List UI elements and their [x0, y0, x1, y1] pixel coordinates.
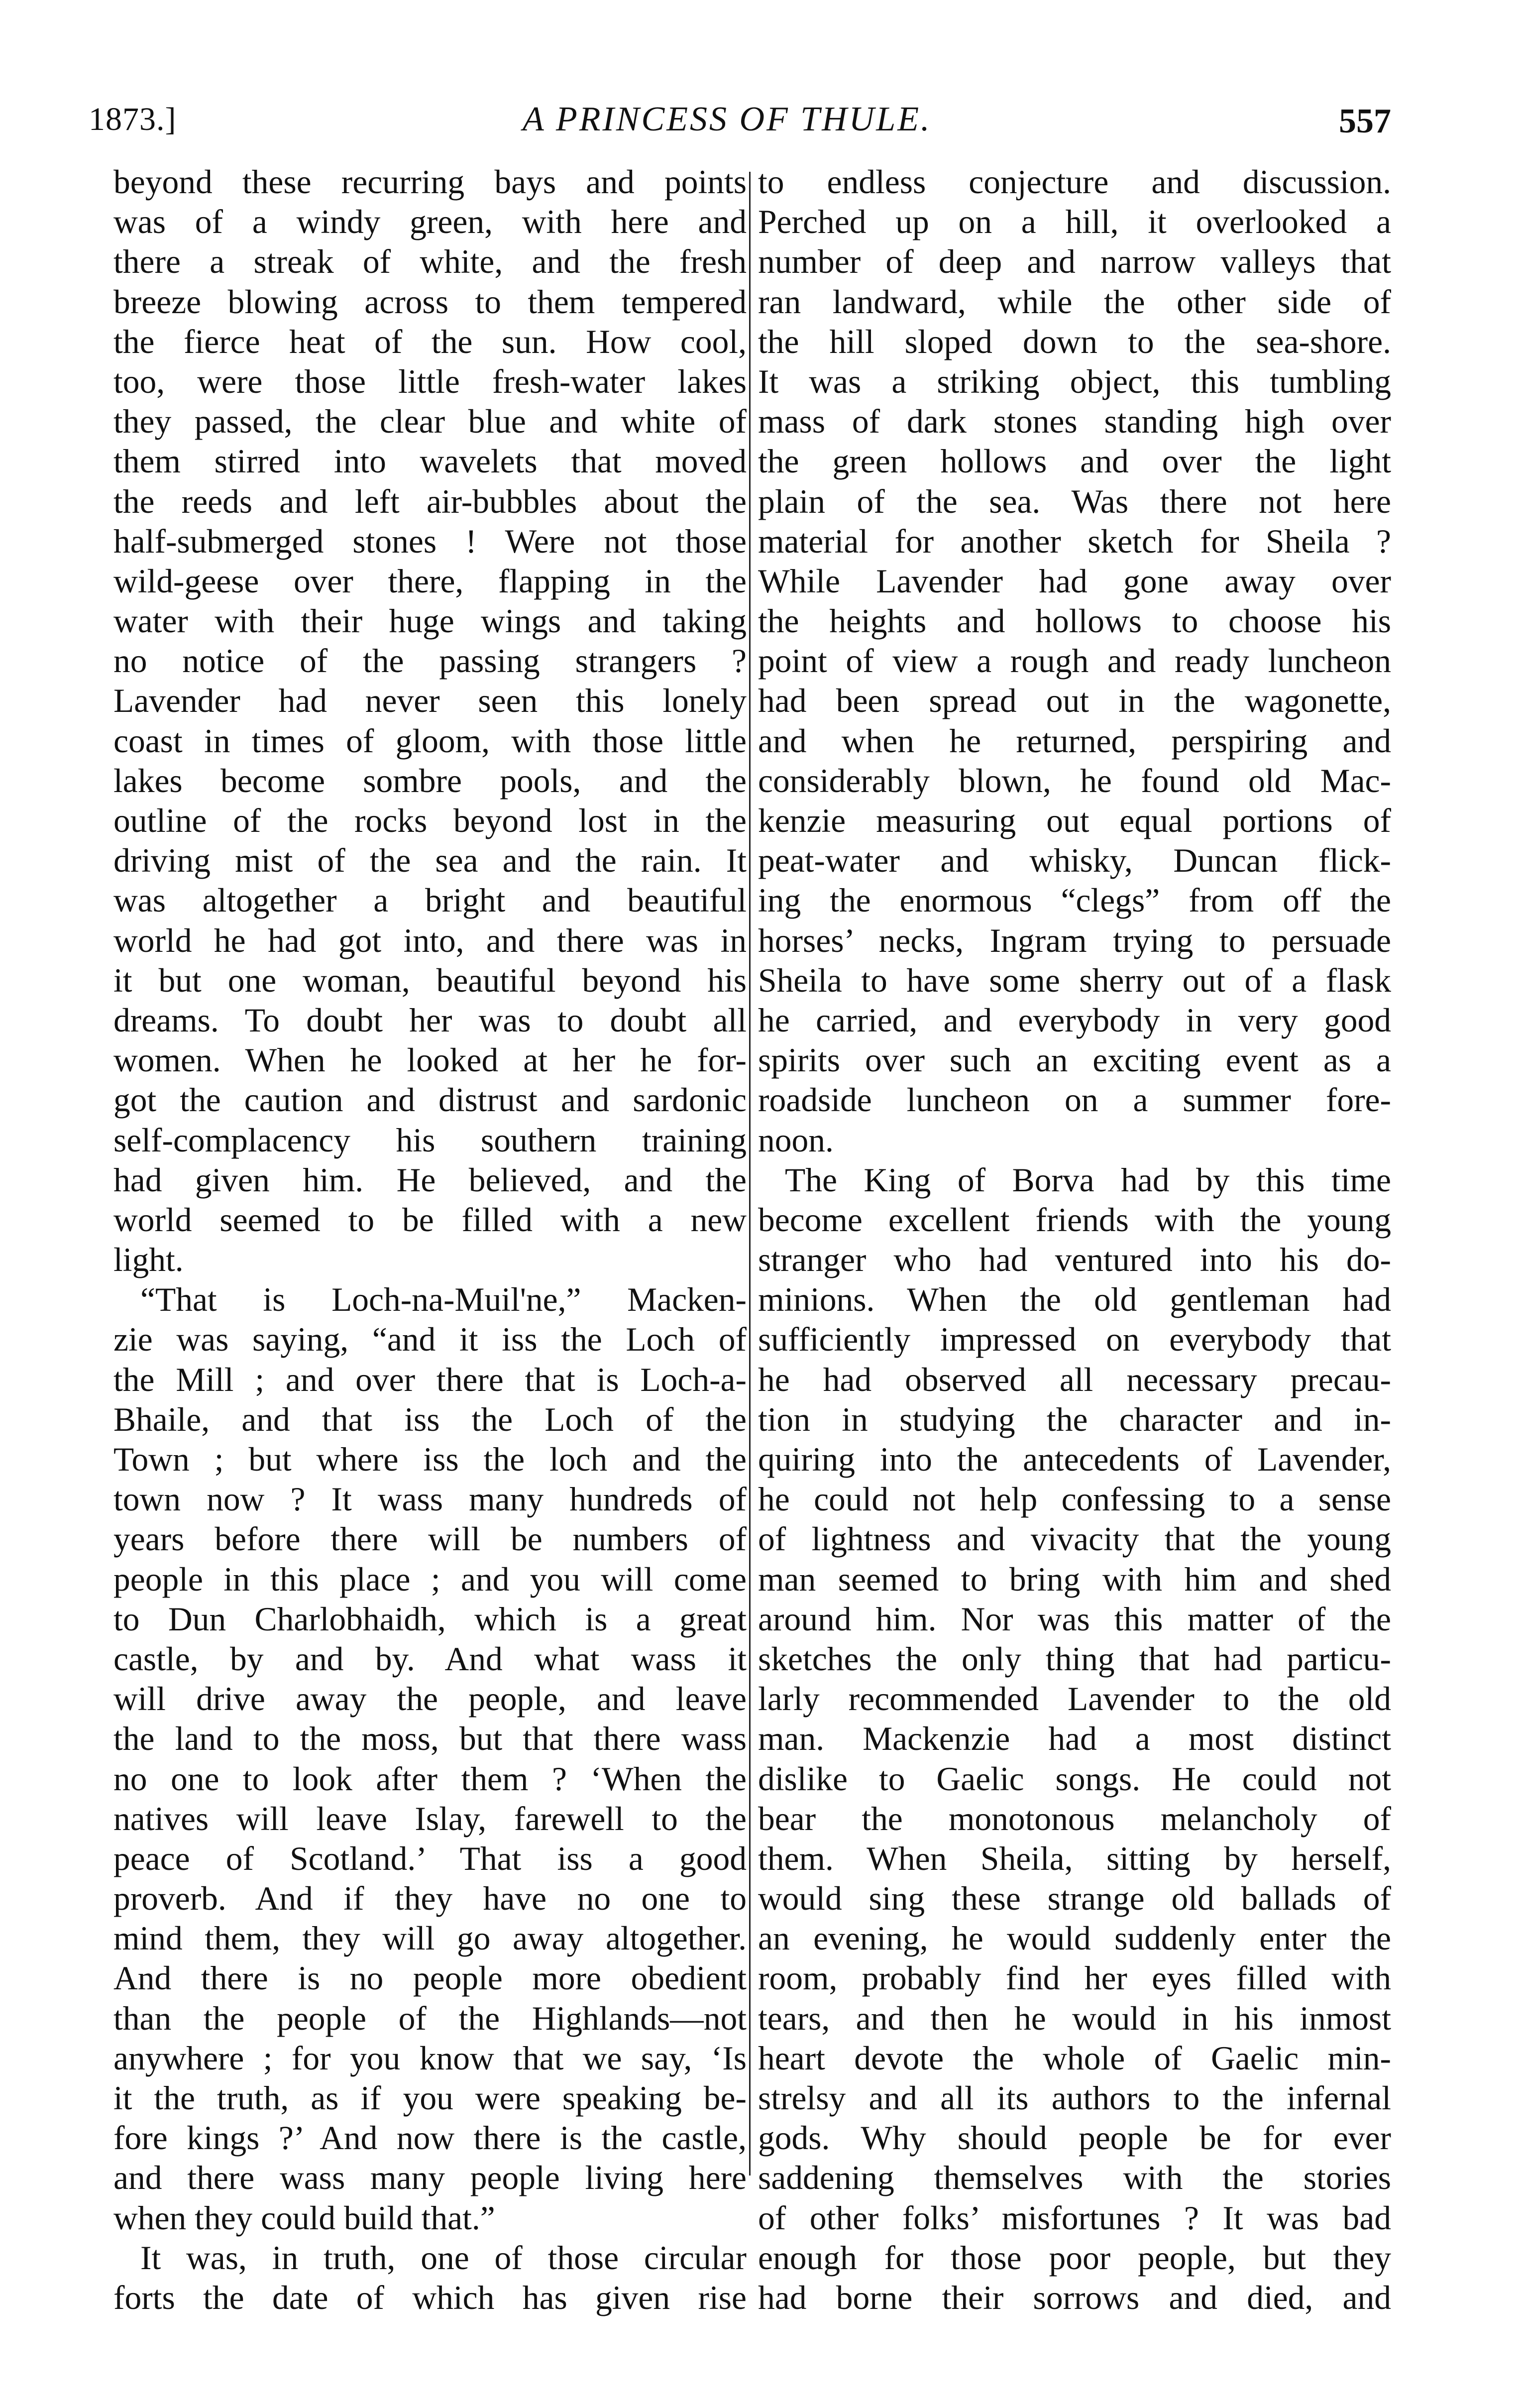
- text-line: considerably blown, he found old Mac-: [758, 762, 1391, 800]
- text-line: sufficiently impressed on everybody that: [758, 1321, 1391, 1359]
- text-line: castle, by and by. And what wass it: [113, 1640, 747, 1678]
- running-head-year: 1873.]: [89, 101, 177, 137]
- text-line: half-submerged stones ! Were not those: [113, 522, 747, 560]
- text-line: kenzie measuring out equal portions of: [758, 802, 1391, 839]
- text-line: roadside luncheon on a summer fore-: [758, 1081, 1391, 1119]
- text-line: was altogether a bright and beautiful: [113, 882, 747, 919]
- text-line: proverb. And if they have no one to: [113, 1880, 747, 1918]
- text-line: the fierce heat of the sun. How cool,: [113, 323, 747, 360]
- running-head-title: A PRINCESS OF THULE.: [523, 100, 932, 138]
- text-line: stranger who had ventured into his do-: [758, 1241, 1391, 1279]
- text-line: heart devote the whole of Gaelic min-: [758, 2039, 1391, 2077]
- text-line: world he had got into, and there was in: [113, 921, 747, 959]
- text-line: people in this place ; and you will come: [113, 1560, 747, 1598]
- text-line: man seemed to bring with him and shed: [758, 1560, 1391, 1598]
- paragraph-start-line: It was, in truth, one of those circular: [140, 2239, 747, 2277]
- left-column: [113, 162, 747, 2318]
- running-head: [0, 92, 1523, 147]
- text-line: the land to the moss, but that there wass: [113, 1720, 747, 1758]
- text-line: self-complacency his southern training: [113, 1121, 747, 1159]
- text-line: strelsy and all its authors to the infernal: [758, 2079, 1391, 2117]
- text-line: than the people of the Highlands—not: [113, 1999, 747, 2037]
- text-line: Town ; but where iss the loch and the: [113, 1441, 747, 1478]
- text-line: no notice of the passing strangers ?: [113, 642, 747, 680]
- text-line: he could not help confessing to a sense: [758, 1481, 1391, 1518]
- text-line: the reeds and left air-bubbles about the: [113, 482, 747, 520]
- text-line: Lavender had never seen this lonely: [113, 682, 747, 720]
- text-line: no one to look after them ? ‘When the: [113, 1760, 747, 1798]
- text-line: It was a striking object, this tumbling: [758, 362, 1391, 400]
- text-line: anywhere ; for you know that we say, ‘Is: [113, 2039, 747, 2077]
- text-line: an evening, he would suddenly enter the: [758, 1920, 1391, 1957]
- text-line: Sheila to have some sherry out of a flask: [758, 961, 1391, 999]
- text-line: tears, and then he would in his inmost: [758, 1999, 1391, 2037]
- right-column: [758, 162, 1391, 2318]
- text-line: room, probably find her eyes filled with: [758, 1959, 1391, 1997]
- text-line: Perched up on a hill, it overlooked a: [758, 203, 1391, 241]
- text-line: spirits over such an exciting event as a: [758, 1041, 1391, 1079]
- text-line: had borne their sorrows and died, and: [758, 2279, 1391, 2316]
- text-line: got the caution and distrust and sardonic: [113, 1081, 747, 1119]
- text-line: too, were those little fresh-water lakes: [113, 362, 747, 400]
- text-line: point of view a rough and ready luncheon: [758, 642, 1391, 680]
- text-line: Bhaile, and that iss the Loch of the: [113, 1400, 747, 1438]
- text-line: natives will leave Islay, farewell to the: [113, 1800, 747, 1837]
- text-line: peace of Scotland.’ That iss a good: [113, 1839, 747, 1877]
- text-line: around him. Nor was this matter of the: [758, 1600, 1391, 1638]
- text-line: there a streak of white, and the fresh: [113, 243, 747, 281]
- text-line: and when he returned, perspiring and: [758, 722, 1391, 760]
- text-line: the green hollows and over the light: [758, 443, 1391, 480]
- text-line: minions. When the old gentleman had: [758, 1281, 1391, 1319]
- text-line: had given him. He believed, and the: [113, 1161, 747, 1199]
- text-line: the hill sloped down to the sea-shore.: [758, 323, 1391, 360]
- text-line: enough for those poor people, but they: [758, 2239, 1391, 2277]
- text-line: outline of the rocks beyond lost in the: [113, 802, 747, 839]
- text-line: become excellent friends with the young: [758, 1201, 1391, 1239]
- text-line: it but one woman, beautiful beyond his: [113, 961, 747, 999]
- text-line: driving mist of the sea and the rain. It: [113, 842, 747, 880]
- paragraph-start-line: “That is Loch-na-Muil'ne,” Macken-: [140, 1281, 747, 1319]
- text-line: material for another sketch for Sheila ?: [758, 522, 1391, 560]
- text-line: the Mill ; and over there that is Loch-a-: [113, 1361, 747, 1398]
- text-line: man. Mackenzie had a most distinct: [758, 1720, 1391, 1758]
- text-line: peat-water and whisky, Duncan flick-: [758, 842, 1391, 880]
- text-line: them. When Sheila, sitting by herself,: [758, 1839, 1391, 1877]
- text-line: horses’ necks, Ingram trying to persuade: [758, 921, 1391, 959]
- text-line: mind them, they will go away altogether.: [113, 1920, 747, 1957]
- text-line: quiring into the antecedents of Lavender,: [758, 1441, 1391, 1478]
- text-line: they passed, the clear blue and white of: [113, 403, 747, 441]
- paragraph-end-line: when they could build that.”: [113, 2199, 495, 2237]
- text-line: coast in times of gloom, with those little: [113, 722, 747, 760]
- text-line: While Lavender had gone away over: [758, 562, 1391, 600]
- column-divider: [749, 172, 751, 2176]
- text-line: breeze blowing across to them tempered: [113, 283, 747, 321]
- text-line: will drive away the people, and leave: [113, 1680, 747, 1718]
- text-line: bear the monotonous melancholy of: [758, 1800, 1391, 1837]
- text-line: was of a windy green, with here and: [113, 203, 747, 241]
- text-line: world seemed to be filled with a new: [113, 1201, 747, 1239]
- paragraph-end-line: light.: [113, 1241, 184, 1279]
- text-line: and there wass many people living here: [113, 2159, 747, 2197]
- text-line: to endless conjecture and discussion.: [758, 163, 1391, 201]
- text-line: town now ? It wass many hundreds of: [113, 1481, 747, 1518]
- text-line: of lightness and vivacity that the young: [758, 1520, 1391, 1558]
- text-line: plain of the sea. Was there not here: [758, 482, 1391, 520]
- paragraph-start-line: The King of Borva had by this time: [785, 1161, 1391, 1199]
- text-line: he had observed all necessary precau-: [758, 1361, 1391, 1398]
- text-line: them stirred into wavelets that moved: [113, 443, 747, 480]
- text-line: And there is no people more obedient: [113, 1959, 747, 1997]
- text-line: beyond these recurring bays and points: [113, 163, 747, 201]
- page-number: 557: [1339, 102, 1391, 140]
- text-line: the heights and hollows to choose his: [758, 602, 1391, 640]
- text-line: number of deep and narrow valleys that: [758, 243, 1391, 281]
- text-line: had been spread out in the wagonette,: [758, 682, 1391, 720]
- text-line: water with their huge wings and taking: [113, 602, 747, 640]
- text-line: larly recommended Lavender to the old: [758, 1680, 1391, 1718]
- text-line: forts the date of which has given rise: [113, 2279, 747, 2316]
- text-line: dreams. To doubt her was to doubt all: [113, 1001, 747, 1039]
- text-line: ran landward, while the other side of: [758, 283, 1391, 321]
- text-line: to Dun Charlobhaidh, which is a great: [113, 1600, 747, 1638]
- text-line: sketches the only thing that had particu-: [758, 1640, 1391, 1678]
- text-line: zie was saying, “and it iss the Loch of: [113, 1321, 747, 1359]
- text-line: it the truth, as if you were speaking be-: [113, 2079, 747, 2117]
- text-line: women. When he looked at her he for-: [113, 1041, 747, 1079]
- text-line: wild-geese over there, flapping in the: [113, 562, 747, 600]
- text-line: would sing these strange old ballads of: [758, 1880, 1391, 1918]
- text-line: dislike to Gaelic songs. He could not: [758, 1760, 1391, 1798]
- text-line: of other folks’ misfortunes ? It was bad: [758, 2199, 1391, 2237]
- text-line: mass of dark stones standing high over: [758, 403, 1391, 441]
- text-line: he carried, and everybody in very good: [758, 1001, 1391, 1039]
- text-line: fore kings ?’ And now there is the castle,: [113, 2119, 747, 2157]
- paragraph-end-line: noon.: [758, 1121, 834, 1159]
- text-line: tion in studying the character and in-: [758, 1400, 1391, 1438]
- text-line: lakes become sombre pools, and the: [113, 762, 747, 800]
- text-line: gods. Why should people be for ever: [758, 2119, 1391, 2157]
- text-line: saddening themselves with the stories: [758, 2159, 1391, 2197]
- text-line: years before there will be numbers of: [113, 1520, 747, 1558]
- text-line: ing the enormous “clegs” from off the: [758, 882, 1391, 919]
